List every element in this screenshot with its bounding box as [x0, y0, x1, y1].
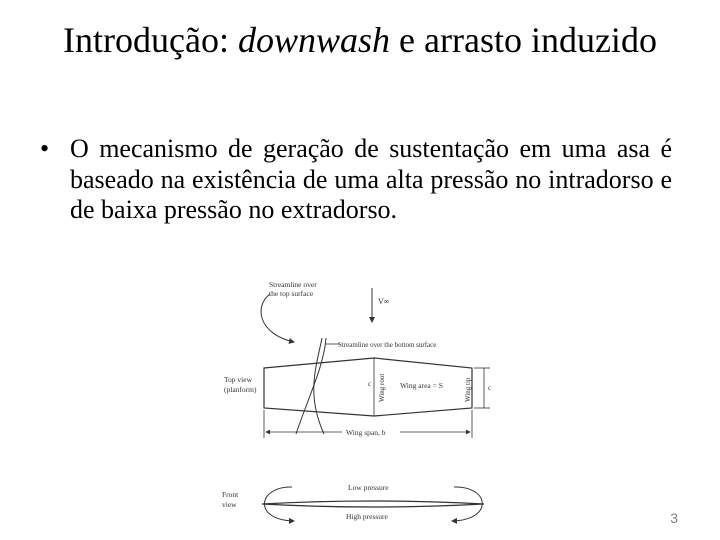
- top-view-label-1: Top view: [224, 375, 253, 384]
- title-part2: e arrasto induzido: [390, 20, 657, 60]
- streamline-top-label-2: the top surface: [269, 289, 314, 298]
- wing-span-label: Wing span, b: [346, 428, 386, 437]
- c-tip-label: c: [488, 384, 492, 392]
- streamline-top-pointer: [261, 294, 294, 342]
- front-view-label-2: view: [222, 500, 237, 509]
- v-inf-label: V∞: [378, 297, 390, 306]
- low-pressure-label: Low pressure: [348, 483, 389, 492]
- title-italic-term: downwash: [237, 20, 391, 60]
- wing-diagram: [222, 276, 502, 526]
- slide-title: [60, 18, 660, 62]
- title-part1: Introdução:: [63, 20, 238, 60]
- streamline-top-label-1: Streamline over: [269, 280, 317, 289]
- bullet-text: O mecanismo de geração de sustentação em uma asa é baseado na existência de uma alta pressão no intradorso e de baixa pressão no extradorso.: [70, 134, 672, 224]
- page-number: 3: [670, 510, 678, 526]
- front-view-label-1: Front: [222, 490, 239, 499]
- bullet-point: [40, 134, 672, 226]
- wing-tip-label: Wing tip: [464, 377, 472, 402]
- high-pressure-label: High pressure: [346, 512, 388, 521]
- top-view-label-2: (planform): [224, 385, 257, 394]
- front-view-wing: [262, 501, 484, 507]
- streamline-top: [314, 338, 324, 434]
- c-root-label: c: [368, 380, 372, 388]
- bullet-dot: •: [40, 134, 50, 163]
- wing-root-label: Wing root: [378, 373, 386, 402]
- wing-area-label: Wing area = S: [400, 381, 443, 390]
- streamline-bottom-label: Streamline over the bottom surface: [338, 341, 437, 349]
- streamline-bottom: [296, 338, 326, 434]
